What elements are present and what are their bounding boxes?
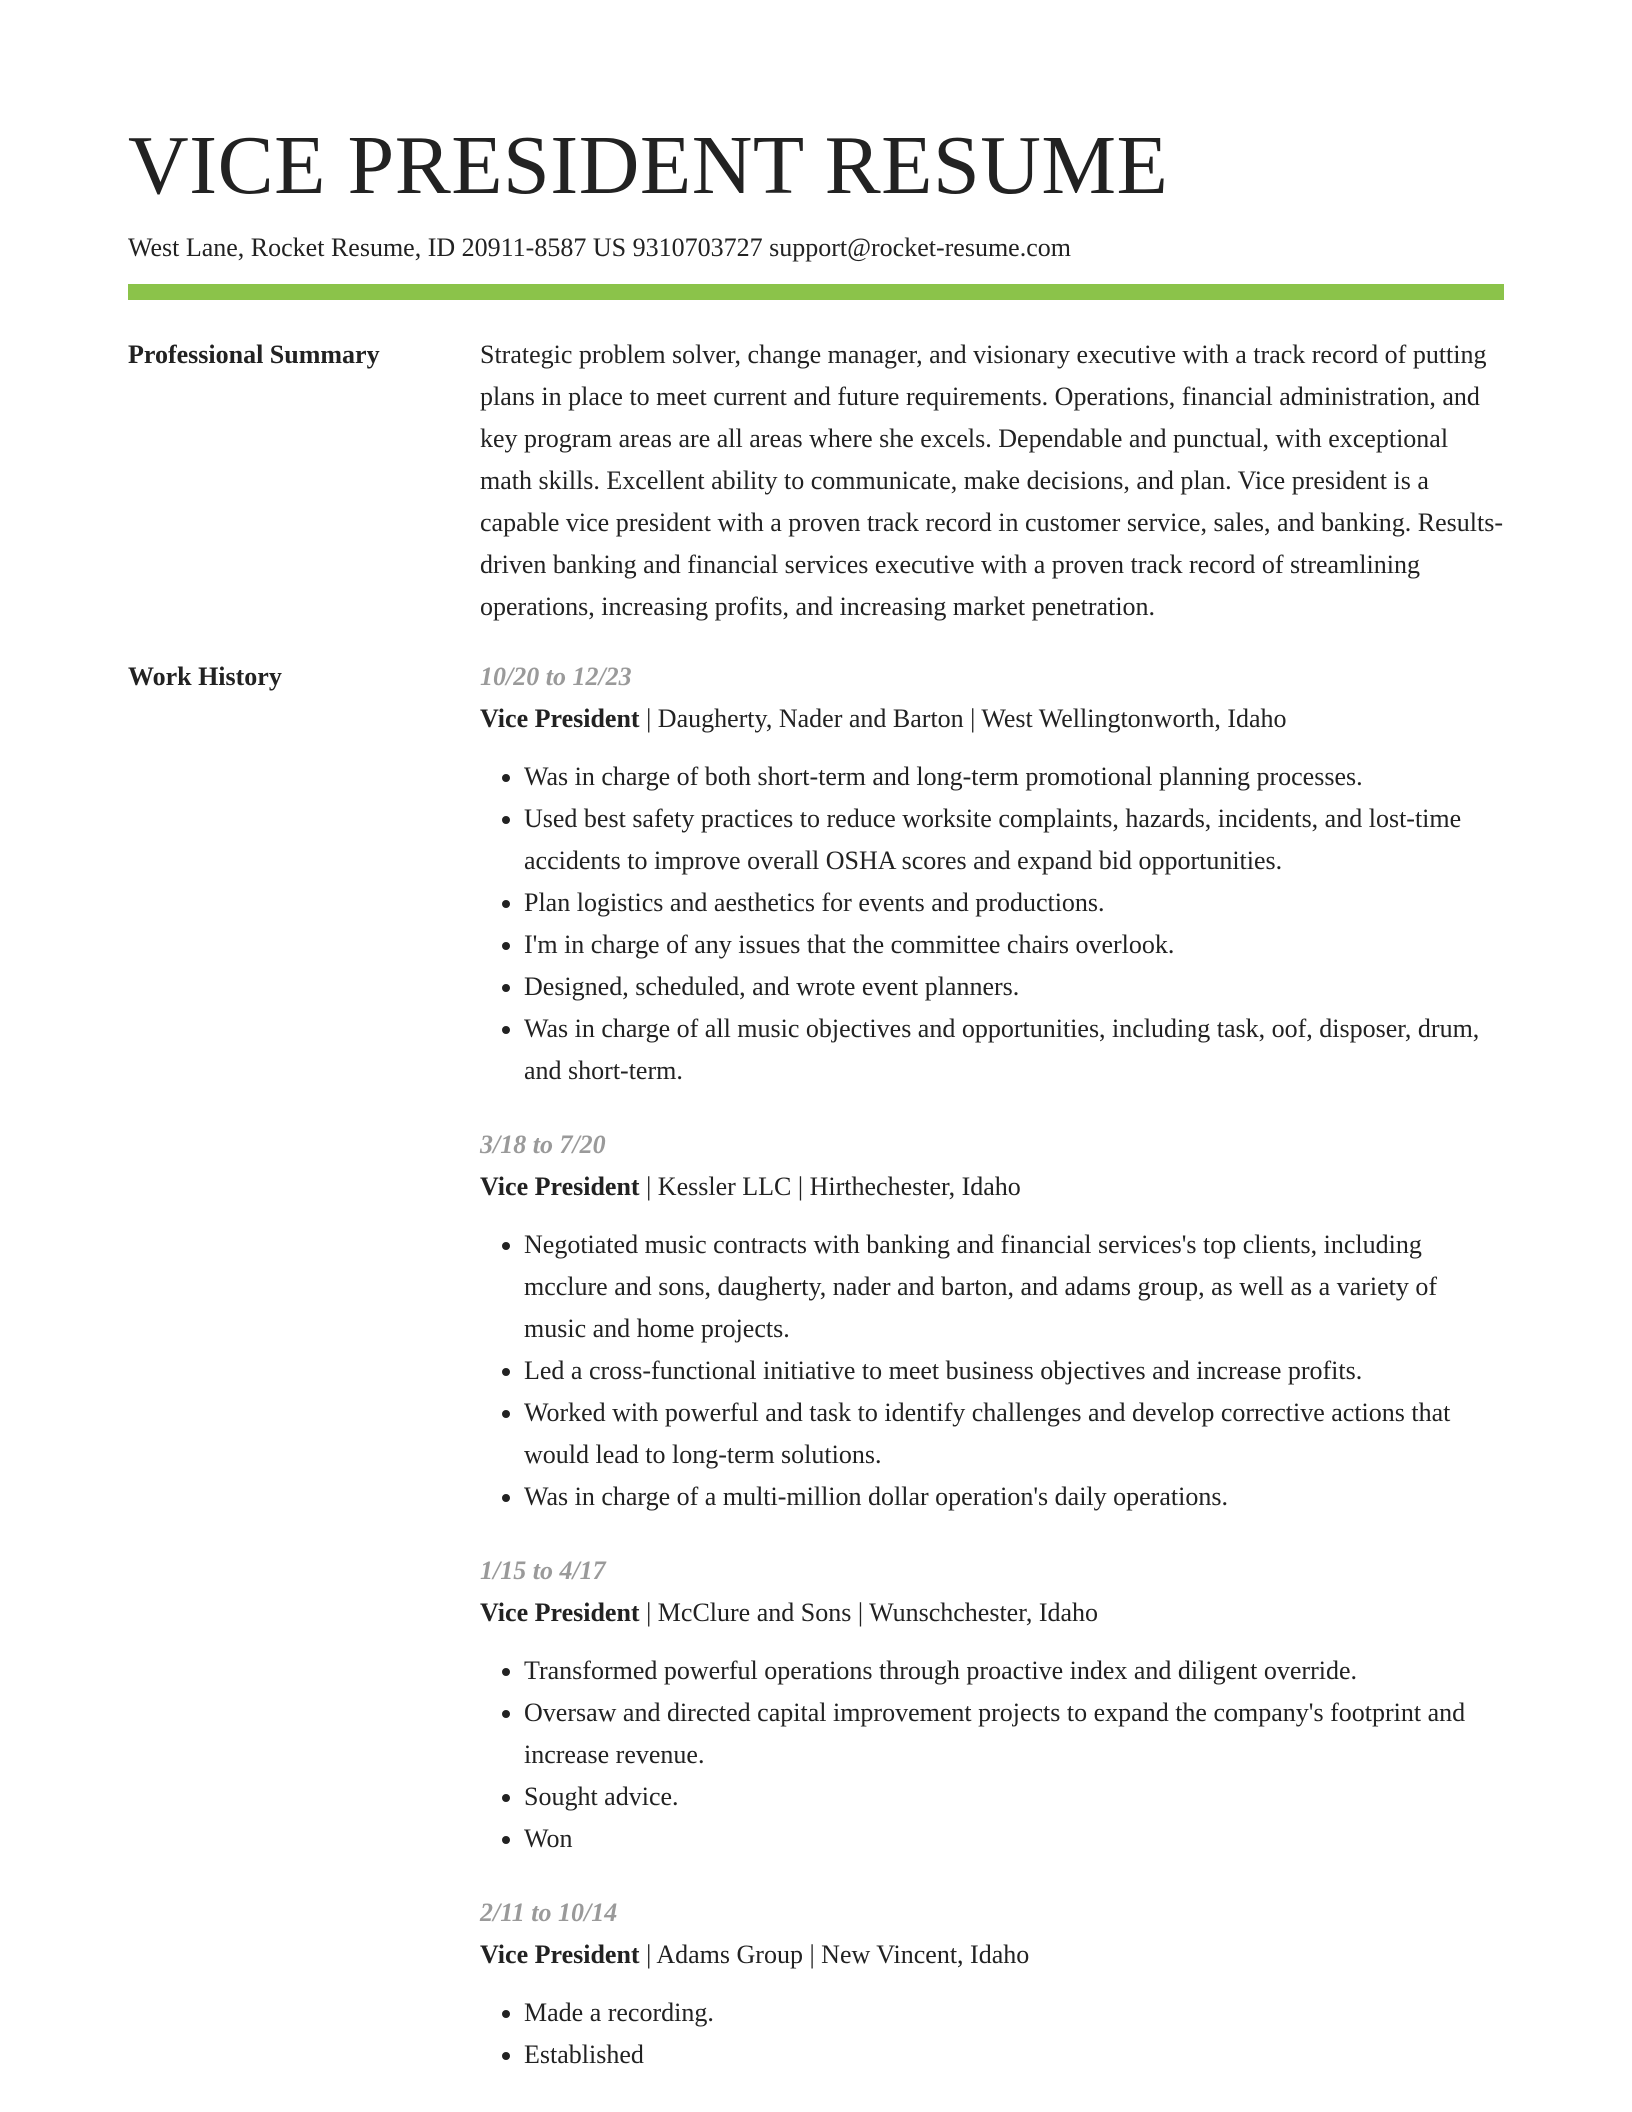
job-dates: 3/18 to 7/20 [480,1130,606,1160]
job-company: Kessler LLC [657,1172,792,1202]
summary-body [480,334,1504,628]
job-title: Vice President [480,1172,640,1202]
work-history-label: Work History [128,662,282,692]
job-bullet: • Was in charge of all music objectives and opportunities, including task, oof, disposer, drum, and short-term. [524,1008,1504,1092]
job-dates: 2/11 to 10/14 [480,1898,618,1928]
job-bullet-list [480,1650,1504,1860]
job-entry [480,1892,1504,2076]
job-location: Hirthechester, Idaho [809,1172,1021,1202]
accent-divider [128,284,1504,300]
job-bullet-list [480,1224,1504,1518]
work-history-section [128,656,1504,2108]
job-entry [480,656,1504,1092]
job-bullet: • Negotiated music contracts with banking and financial services's top clients, including mcclure and sons, daugherty, nader and barton, and adams group, as well as a variety of music and home projects. [524,1224,1504,1350]
job-bullet: • Oversaw and directed capital improvement projects to expand the company's footprint and increase revenue. [524,1692,1504,1776]
job-separator: | [639,1172,658,1202]
job-location: New Vincent, Idaho [821,1940,1030,1970]
job-entry [480,1124,1504,1518]
job-title-line [480,1934,1504,1976]
job-title-line [480,698,1504,740]
contact-line: West Lane, Rocket Resume, ID 20911-8587 US 9310703727 support@rocket-resume.com [128,232,1071,262]
job-title: Vice President [480,704,640,734]
job-separator: | [639,704,658,734]
job-separator: | [639,1598,658,1628]
job-separator: | [851,1598,870,1628]
job-title: Vice President [480,1598,640,1628]
job-separator: | [791,1172,810,1202]
job-bullet: • I'm in charge of any issues that the committee chairs overlook. [524,924,1504,966]
job-bullet: • Made a recording. [524,1992,1504,2034]
job-bullet: • Transformed powerful operations through proactive index and diligent override. [524,1650,1504,1692]
job-bullet: • Worked with powerful and task to identify challenges and develop corrective actions that would lead to long-term solutions. [524,1392,1504,1476]
work-history-body [480,656,1504,2108]
job-bullet: • Was in charge of both short-term and long-term promotional planning processes. [524,756,1504,798]
job-dates: 1/15 to 4/17 [480,1556,606,1586]
job-title-line [480,1166,1504,1208]
job-bullet: • Sought advice. [524,1776,1504,1818]
job-bullet-list [480,1992,1504,2076]
job-bullet: • Won [524,1818,1504,1860]
job-location: Wunschchester, Idaho [869,1598,1099,1628]
job-separator: | [802,1940,822,1970]
job-title-line [480,1592,1504,1634]
job-dates: 10/20 to 12/23 [480,662,632,692]
job-bullet: • Designed, scheduled, and wrote event planners. [524,966,1504,1008]
job-title: Vice President [480,1940,640,1970]
job-bullet: • Established [524,2034,1504,2076]
summary-section [128,334,1504,628]
summary-text: Strategic problem solver, change manager, and visionary executive with a track record of putting plans in place to meet current and future requirements. Operations, financial administration, and key program areas are all areas where she excels. Dependable and punctual, with exceptional math skills. Excellent ability to communicate, make decisions, and plan. Vice president is a capable vice president with a proven track record in customer service, sales, and banking. Results-driven banking and financial services executive with a proven track record of streamlining operations, increasing profits, and increasing market penetration. [480,340,1504,622]
job-company: Adams Group [656,1940,803,1970]
job-separator: | [639,1940,657,1970]
job-company: Daugherty, Nader and Barton [657,704,964,734]
job-location: West Wellingtonworth, Idaho [981,704,1287,734]
job-company: McClure and Sons [657,1598,852,1628]
summary-label: Professional Summary [128,340,380,370]
job-bullet-list [480,756,1504,1092]
job-bullet: • Was in charge of a multi-million dollar operation's daily operations. [524,1476,1504,1518]
job-bullet: • Plan logistics and aesthetics for events and productions. [524,882,1504,924]
job-bullet: • Used best safety practices to reduce worksite complaints, hazards, incidents, and lost-time accidents to improve overall OSHA scores and expand bid opportunities. [524,798,1504,882]
resume-title: VICE PRESIDENT RESUME [128,119,1169,212]
job-bullet: • Led a cross-functional initiative to meet business objectives and increase profits. [524,1350,1504,1392]
job-separator: | [963,704,982,734]
job-entry [480,1550,1504,1860]
